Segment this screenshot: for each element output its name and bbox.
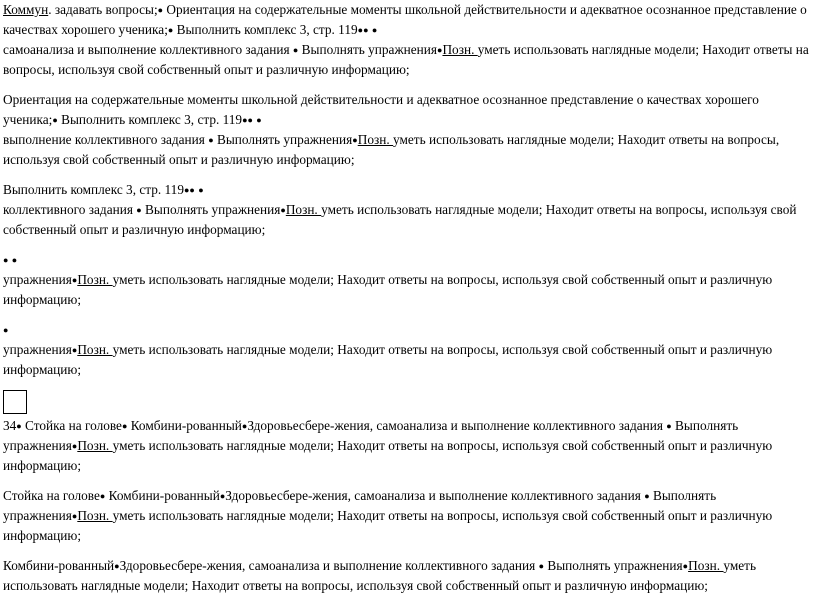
bullet-icon: ● [242,115,248,125]
paragraph-8 [3,556,811,596]
paragraph-4 [3,250,811,310]
bullet-icon: ● [121,421,128,431]
bullet-icon: ● [16,421,22,431]
bullet-icon: ● [114,561,120,571]
bullet-icon: ● [208,135,214,145]
text: Выполнить комплекс 3, стр. 119 [3,182,184,197]
text: Здоровьесбере-жения, самоанализа и выполнение коллективного задания [225,488,645,503]
paragraph-3 [3,180,811,240]
pozn-label: Позн. [285,202,322,217]
pozn-label: Позн. [442,42,478,57]
text: уметь использовать наглядные модели; Находит ответы на вопросы, используя свой собственный опыт и различную информацию; [3,438,773,473]
bullet-icon: ● [52,115,58,125]
text: уметь использовать наглядные модели; Находит ответы на вопросы, используя свой собственный опыт и различную информацию; [3,342,773,377]
bullet-icon: ● [157,5,164,15]
text: выполнение коллективного задания [3,132,209,147]
bullet-icon: ● [136,205,142,215]
bullet-icon: ● [247,115,253,125]
text: Выполнять упражнения [3,418,739,453]
text: Ориентация на содержательные моменты школьной действительности и адекватное осознанное представление о качествах хорошего ученика; [3,92,759,127]
bullet-icon: ● [256,115,262,125]
pozn-label: Позн. [357,132,393,147]
pozn-label: Позн. [77,272,113,287]
text: уметь использовать наглядные модели; Находит ответы на вопросы, используя свой собственный опыт и различную информацию; [3,508,773,543]
bullet-icon: ● [71,441,78,451]
paragraph-2 [3,90,811,170]
bullet-icon: ● [99,491,106,501]
bullet-icon: ● [3,255,9,265]
bullet-icon: ● [644,491,650,501]
paragraph-7 [3,486,811,546]
lesson-number: 34 [3,418,17,433]
bullet-icon: ● [357,25,364,35]
bullet-icon: ● [71,511,78,521]
bullet-icon: ● [11,255,18,265]
bullet-icon: ● [437,45,443,55]
text: Здоровьесбере-жения, самоанализа и выполнение коллективного задания [119,558,539,573]
bullet-icon: ● [71,345,78,355]
text: Выполнять упражнения [3,488,717,523]
text: Выполнить комплекс 3, стр. 119 [57,112,243,127]
text: уметь использовать наглядные модели; Находит ответы на вопросы, используя свой собственный опыт и различную информацию; [3,202,797,237]
text: самоанализа и выполнение коллективного задания [3,42,293,57]
text: Ориентация на содержательные моменты школьной действительности и адекватное осознанное представление о качествах хорошего ученика; [3,2,807,37]
pozn-label: Позн. [688,558,724,573]
bullet-icon: ● [241,421,248,431]
pozn-label: Позн. [77,342,113,357]
bullet-icon: ● [167,25,174,35]
empty-cell-box [3,390,27,414]
pozn-label: Позн. [77,438,113,453]
text: Стойка на голове [21,418,122,433]
text: коллективного задания [3,202,137,217]
bullet-icon: ● [198,185,204,195]
text: Стойка на голове [3,488,100,503]
bullet-icon: ● [666,421,672,431]
text: Выполнить комплекс 3, стр. 119 [173,22,358,37]
document-page [3,0,811,596]
text: Выполнять упражнения [298,42,438,57]
text: Выполнять упражнения [213,132,353,147]
text: Выполнять упражнения [544,558,683,573]
bullet-icon: ● [71,275,78,285]
bullet-icon: ● [363,25,369,35]
bullet-icon: ● [219,491,226,501]
kommun-label: Коммун [3,2,49,17]
text: уметь использовать наглядные модели; Находит ответы на вопросы, используя свой собственный опыт и различную информацию; [3,558,757,593]
bullet-icon: ● [371,25,378,35]
bullet-icon: ● [292,45,299,55]
text: упражнения [3,342,72,357]
text: упражнения [3,272,72,287]
text: Комбини-рованный [105,488,220,503]
text: Здоровьесбере-жения, самоанализа и выполнение коллективного задания [247,418,667,433]
text: Комбини-рованный [127,418,242,433]
bullet-icon: ● [682,561,689,571]
bullet-icon: ● [183,185,190,195]
paragraph-1 [3,0,811,80]
text: Комбини-рованный [3,558,115,573]
text: Выполнять упражнения [141,202,281,217]
bullet-icon: ● [280,205,286,215]
text: уметь использовать наглядные модели; Находит ответы на вопросы, используя свой собственный опыт и различную информацию; [3,42,809,77]
text: . задавать вопросы; [48,2,158,17]
bullet-icon: ● [3,325,9,335]
text: уметь использовать наглядные модели; Находит ответы на вопросы, используя свой собственный опыт и различную информацию; [3,272,773,307]
paragraph-6 [3,416,811,476]
paragraph-5 [3,320,811,380]
pozn-label: Позн. [77,508,113,523]
bullet-icon: ● [189,185,195,195]
text: уметь использовать наглядные модели; Находит ответы на вопросы, используя свой собственный опыт и различную информацию; [3,132,780,167]
bullet-icon: ● [352,135,358,145]
bullet-icon: ● [538,561,544,571]
